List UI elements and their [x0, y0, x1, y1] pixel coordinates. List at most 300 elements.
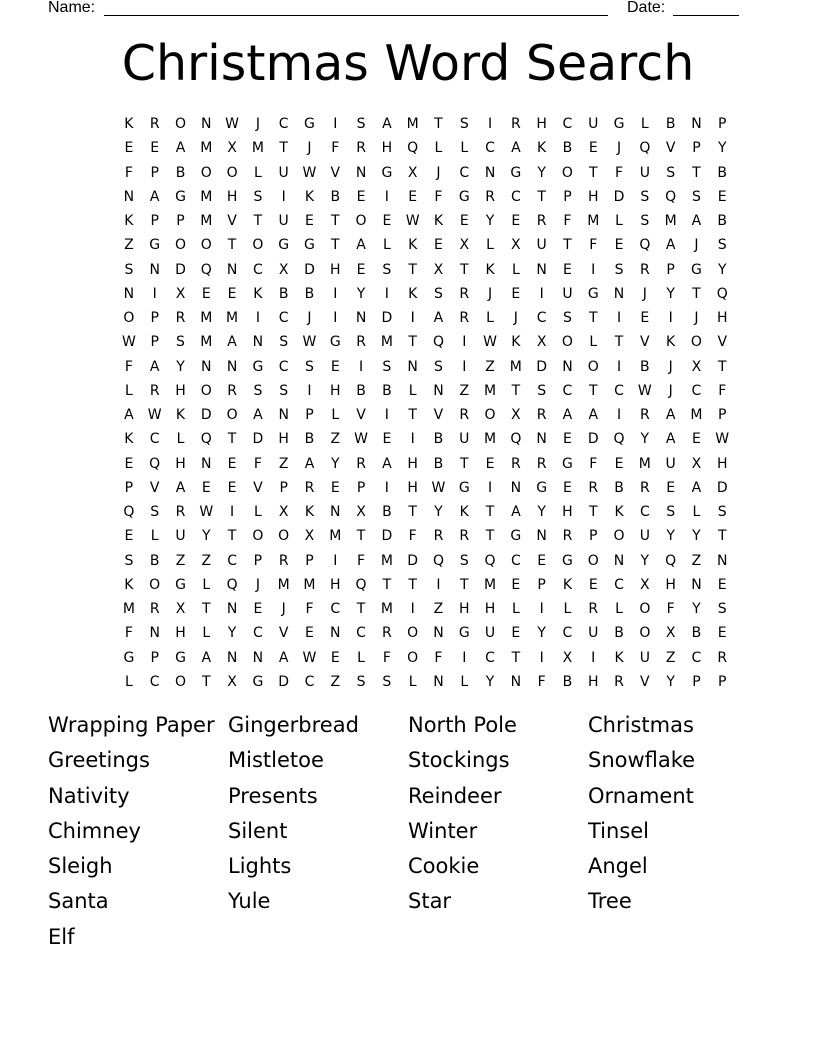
grid-letter[interactable]: S: [666, 504, 676, 520]
grid-letter[interactable]: M: [380, 601, 393, 617]
grid-letter[interactable]: R: [562, 528, 573, 545]
grid-letter[interactable]: L: [486, 237, 494, 254]
grid-letter[interactable]: H: [562, 504, 573, 520]
grid-letter[interactable]: G: [458, 479, 470, 496]
grid-letter[interactable]: N: [278, 407, 289, 423]
grid-letter[interactable]: K: [408, 237, 418, 254]
grid-letter[interactable]: N: [536, 528, 547, 545]
grid-letter[interactable]: C: [562, 116, 573, 132]
grid-letter[interactable]: N: [201, 116, 212, 132]
grid-letter[interactable]: J: [642, 285, 647, 302]
grid-letter[interactable]: A: [278, 649, 289, 666]
grid-letter[interactable]: X: [278, 261, 289, 278]
grid-letter[interactable]: U: [639, 649, 650, 666]
grid-letter[interactable]: Y: [356, 285, 366, 302]
grid-letter[interactable]: F: [434, 188, 443, 205]
grid-letter[interactable]: Y: [485, 673, 495, 690]
grid-letter[interactable]: E: [382, 213, 392, 229]
grid-letter[interactable]: E: [459, 213, 469, 229]
grid-letter[interactable]: G: [458, 625, 470, 642]
grid-letter[interactable]: V: [640, 334, 650, 351]
grid-letter[interactable]: A: [149, 188, 160, 205]
grid-letter[interactable]: K: [459, 504, 469, 520]
grid-letter[interactable]: C: [459, 164, 470, 181]
grid-letter[interactable]: M: [587, 213, 600, 229]
grid-letter[interactable]: K: [485, 261, 495, 278]
grid-letter[interactable]: H: [716, 310, 728, 326]
grid-letter[interactable]: Y: [537, 625, 546, 642]
grid-letter[interactable]: A: [175, 140, 186, 157]
grid-letter[interactable]: I: [384, 479, 389, 496]
grid-letter[interactable]: N: [433, 673, 444, 690]
grid-letter[interactable]: G: [329, 334, 341, 351]
grid-letter[interactable]: Y: [666, 673, 675, 690]
grid-letter[interactable]: T: [227, 237, 237, 254]
grid-letter[interactable]: F: [357, 552, 366, 569]
grid-letter[interactable]: P: [279, 479, 288, 496]
grid-letter[interactable]: M: [406, 116, 419, 132]
grid-letter[interactable]: R: [433, 528, 444, 545]
grid-letter[interactable]: Q: [665, 188, 677, 205]
grid-letter[interactable]: T: [408, 261, 417, 278]
grid-letter[interactable]: X: [536, 334, 547, 351]
grid-letter[interactable]: I: [384, 407, 389, 423]
grid-letter[interactable]: E: [330, 649, 340, 666]
grid-letter[interactable]: T: [588, 504, 598, 520]
grid-letter[interactable]: U: [278, 164, 289, 181]
grid-letter[interactable]: C: [614, 576, 624, 593]
grid-letter[interactable]: N: [355, 164, 367, 181]
grid-letter[interactable]: R: [459, 407, 470, 423]
grid-letter[interactable]: T: [408, 334, 417, 351]
grid-letter[interactable]: Z: [691, 552, 702, 569]
grid-letter[interactable]: F: [124, 164, 133, 181]
grid-letter[interactable]: O: [613, 528, 625, 545]
grid-letter[interactable]: W: [121, 334, 136, 351]
grid-letter[interactable]: I: [410, 601, 415, 617]
grid-letter[interactable]: N: [226, 261, 238, 278]
grid-letter[interactable]: X: [640, 576, 650, 593]
grid-letter[interactable]: P: [253, 552, 263, 569]
grid-letter[interactable]: J: [668, 382, 673, 399]
grid-letter[interactable]: K: [666, 334, 676, 351]
grid-letter[interactable]: C: [614, 382, 624, 399]
grid-letter[interactable]: P: [692, 673, 701, 690]
grid-letter[interactable]: B: [717, 164, 728, 181]
grid-letter[interactable]: E: [588, 576, 598, 593]
grid-letter[interactable]: A: [665, 407, 676, 423]
grid-letter[interactable]: R: [356, 455, 366, 472]
grid-letter[interactable]: P: [563, 188, 572, 205]
grid-letter[interactable]: K: [124, 213, 134, 229]
grid-letter[interactable]: X: [433, 261, 444, 278]
grid-letter[interactable]: T: [382, 576, 392, 593]
grid-letter[interactable]: S: [717, 504, 727, 520]
grid-letter[interactable]: N: [691, 116, 702, 132]
grid-letter[interactable]: R: [510, 116, 521, 132]
grid-letter[interactable]: C: [356, 625, 366, 642]
grid-letter[interactable]: V: [665, 140, 676, 157]
grid-letter[interactable]: S: [176, 334, 185, 351]
grid-letter[interactable]: C: [278, 358, 289, 375]
grid-letter[interactable]: V: [640, 673, 650, 690]
grid-letter[interactable]: A: [511, 504, 521, 520]
grid-letter[interactable]: Y: [640, 552, 650, 569]
grid-letter[interactable]: N: [613, 285, 625, 302]
grid-letter[interactable]: L: [692, 504, 701, 520]
grid-letter[interactable]: B: [382, 504, 392, 520]
grid-letter[interactable]: B: [640, 358, 650, 375]
grid-letter[interactable]: M: [303, 576, 316, 593]
grid-letter[interactable]: Q: [200, 261, 212, 278]
grid-letter[interactable]: L: [124, 382, 133, 399]
grid-letter[interactable]: O: [561, 164, 573, 181]
grid-letter[interactable]: K: [511, 334, 521, 351]
grid-letter[interactable]: D: [407, 552, 419, 569]
grid-letter[interactable]: S: [434, 358, 443, 375]
grid-letter[interactable]: G: [562, 455, 573, 472]
grid-letter[interactable]: F: [666, 601, 675, 617]
grid-letter[interactable]: F: [124, 358, 133, 375]
grid-letter[interactable]: P: [124, 479, 134, 496]
grid-letter[interactable]: D: [278, 673, 290, 690]
grid-letter[interactable]: L: [357, 649, 365, 666]
grid-letter[interactable]: R: [149, 601, 160, 617]
grid-letter[interactable]: D: [536, 358, 548, 375]
grid-letter[interactable]: V: [149, 479, 160, 496]
grid-letter[interactable]: B: [433, 455, 444, 472]
grid-letter[interactable]: W: [483, 334, 497, 351]
grid-letter[interactable]: X: [691, 455, 702, 472]
grid-letter[interactable]: U: [665, 455, 676, 472]
grid-letter[interactable]: V: [433, 407, 444, 423]
grid-letter[interactable]: N: [355, 310, 367, 326]
grid-letter[interactable]: O: [226, 407, 238, 423]
grid-letter[interactable]: T: [330, 213, 340, 229]
grid-letter[interactable]: L: [150, 528, 159, 545]
grid-letter[interactable]: E: [201, 285, 211, 302]
grid-letter[interactable]: A: [124, 407, 134, 423]
grid-letter[interactable]: B: [665, 116, 676, 132]
grid-letter[interactable]: Z: [201, 552, 212, 569]
grid-letter[interactable]: A: [382, 116, 392, 132]
grid-letter[interactable]: S: [459, 116, 469, 132]
grid-letter[interactable]: X: [511, 237, 521, 254]
grid-letter[interactable]: S: [717, 237, 727, 254]
grid-letter[interactable]: J: [513, 310, 518, 326]
grid-letter[interactable]: U: [484, 625, 496, 642]
grid-letter[interactable]: C: [691, 382, 702, 399]
grid-letter[interactable]: S: [382, 261, 392, 278]
grid-letter[interactable]: N: [562, 358, 573, 375]
grid-letter[interactable]: T: [227, 528, 237, 545]
grid-letter[interactable]: P: [718, 407, 727, 423]
grid-letter[interactable]: X: [278, 504, 289, 520]
grid-letter[interactable]: T: [459, 261, 469, 278]
grid-letter[interactable]: K: [537, 140, 547, 157]
grid-letter[interactable]: B: [175, 164, 186, 181]
grid-letter[interactable]: Y: [330, 455, 340, 472]
grid-letter[interactable]: O: [587, 552, 599, 569]
grid-letter[interactable]: E: [563, 261, 572, 278]
grid-letter[interactable]: Q: [665, 552, 677, 569]
grid-letter[interactable]: F: [305, 601, 314, 617]
grid-letter[interactable]: O: [278, 528, 290, 545]
grid-letter[interactable]: P: [150, 310, 159, 326]
grid-letter[interactable]: O: [484, 407, 496, 423]
grid-letter[interactable]: O: [561, 334, 573, 351]
grid-letter[interactable]: O: [407, 649, 419, 666]
grid-letter[interactable]: U: [588, 116, 599, 132]
grid-letter[interactable]: P: [150, 649, 159, 666]
grid-letter[interactable]: I: [410, 310, 415, 326]
grid-letter[interactable]: S: [279, 382, 289, 399]
grid-letter[interactable]: M: [200, 188, 213, 205]
grid-letter[interactable]: E: [614, 455, 624, 472]
grid-letter[interactable]: Y: [227, 625, 237, 642]
grid-letter[interactable]: T: [588, 164, 598, 181]
grid-letter[interactable]: I: [591, 649, 596, 666]
grid-letter[interactable]: T: [485, 528, 495, 545]
grid-letter[interactable]: Y: [537, 164, 546, 181]
grid-letter[interactable]: M: [226, 310, 239, 326]
grid-letter[interactable]: T: [511, 382, 521, 399]
grid-letter[interactable]: R: [717, 649, 728, 666]
grid-letter[interactable]: E: [150, 140, 160, 157]
grid-letter[interactable]: T: [434, 116, 443, 132]
grid-letter[interactable]: G: [613, 116, 625, 132]
grid-letter[interactable]: J: [694, 237, 699, 254]
grid-letter[interactable]: Q: [355, 576, 367, 593]
grid-letter[interactable]: H: [407, 479, 418, 496]
grid-letter[interactable]: T: [717, 358, 727, 375]
grid-letter[interactable]: R: [149, 116, 160, 132]
grid-letter[interactable]: R: [536, 407, 547, 423]
grid-letter[interactable]: Y: [666, 528, 675, 545]
grid-letter[interactable]: Z: [665, 649, 676, 666]
grid-letter[interactable]: R: [304, 479, 315, 496]
grid-letter[interactable]: U: [459, 431, 470, 448]
grid-letter[interactable]: M: [484, 576, 497, 593]
grid-letter[interactable]: C: [278, 116, 289, 132]
grid-letter[interactable]: A: [691, 479, 702, 496]
grid-letter[interactable]: A: [175, 479, 186, 496]
grid-letter[interactable]: P: [150, 334, 159, 351]
grid-letter[interactable]: E: [511, 285, 521, 302]
grid-letter[interactable]: L: [382, 237, 391, 254]
grid-letter[interactable]: I: [539, 649, 544, 666]
grid-letter[interactable]: H: [484, 601, 496, 617]
grid-letter[interactable]: N: [484, 164, 496, 181]
grid-letter[interactable]: B: [149, 552, 160, 569]
grid-letter[interactable]: C: [510, 188, 521, 205]
grid-letter[interactable]: M: [690, 407, 703, 423]
grid-letter[interactable]: K: [304, 504, 315, 520]
grid-letter[interactable]: R: [588, 601, 599, 617]
grid-letter[interactable]: G: [510, 528, 522, 545]
date-field-line[interactable]: [673, 15, 739, 16]
grid-letter[interactable]: S: [691, 188, 701, 205]
grid-letter[interactable]: N: [201, 455, 212, 472]
grid-letter[interactable]: N: [252, 649, 264, 666]
grid-letter[interactable]: Q: [123, 504, 135, 520]
grid-letter[interactable]: G: [278, 237, 290, 254]
grid-letter[interactable]: A: [562, 407, 573, 423]
grid-letter[interactable]: X: [511, 407, 521, 423]
grid-letter[interactable]: X: [407, 164, 418, 181]
grid-letter[interactable]: O: [355, 213, 367, 229]
grid-letter[interactable]: T: [202, 601, 211, 617]
grid-letter[interactable]: K: [124, 116, 134, 132]
grid-letter[interactable]: M: [122, 601, 135, 617]
grid-letter[interactable]: B: [382, 382, 392, 399]
grid-letter[interactable]: A: [665, 431, 676, 448]
grid-letter[interactable]: K: [304, 188, 315, 205]
grid-letter[interactable]: L: [253, 504, 262, 520]
grid-letter[interactable]: J: [307, 140, 312, 157]
grid-letter[interactable]: F: [589, 237, 598, 254]
grid-letter[interactable]: S: [459, 552, 469, 569]
grid-letter[interactable]: M: [251, 140, 264, 157]
grid-letter[interactable]: D: [175, 261, 186, 278]
grid-letter[interactable]: P: [150, 213, 159, 229]
grid-letter[interactable]: E: [356, 188, 366, 205]
grid-letter[interactable]: E: [537, 552, 547, 569]
grid-letter[interactable]: E: [124, 528, 134, 545]
grid-letter[interactable]: R: [459, 285, 470, 302]
grid-letter[interactable]: H: [330, 576, 341, 593]
grid-letter[interactable]: H: [458, 601, 470, 617]
grid-letter[interactable]: E: [692, 431, 701, 448]
grid-letter[interactable]: X: [356, 504, 366, 520]
grid-letter[interactable]: E: [588, 140, 598, 157]
grid-letter[interactable]: P: [305, 552, 314, 569]
grid-letter[interactable]: E: [227, 285, 237, 302]
grid-letter[interactable]: L: [460, 673, 469, 690]
grid-letter[interactable]: N: [536, 261, 547, 278]
grid-letter[interactable]: I: [539, 601, 544, 617]
grid-letter[interactable]: R: [227, 382, 237, 399]
grid-letter[interactable]: Y: [717, 140, 727, 157]
grid-letter[interactable]: H: [381, 140, 393, 157]
grid-letter[interactable]: T: [692, 164, 701, 181]
grid-letter[interactable]: O: [252, 237, 264, 254]
grid-letter[interactable]: O: [174, 237, 186, 254]
grid-letter[interactable]: L: [486, 310, 494, 326]
grid-letter[interactable]: N: [226, 601, 238, 617]
grid-letter[interactable]: N: [536, 431, 547, 448]
grid-letter[interactable]: Q: [716, 285, 728, 302]
grid-letter[interactable]: I: [462, 358, 467, 375]
grid-letter[interactable]: H: [536, 116, 547, 132]
grid-letter[interactable]: K: [433, 213, 444, 229]
grid-letter[interactable]: X: [175, 601, 186, 617]
grid-letter[interactable]: G: [252, 358, 264, 375]
grid-letter[interactable]: N: [433, 625, 444, 642]
grid-letter[interactable]: O: [639, 601, 651, 617]
grid-letter[interactable]: W: [354, 431, 368, 448]
grid-letter[interactable]: E: [666, 479, 676, 496]
grid-letter[interactable]: I: [384, 285, 389, 302]
grid-letter[interactable]: V: [253, 479, 263, 496]
grid-letter[interactable]: N: [226, 358, 238, 375]
grid-letter[interactable]: E: [408, 188, 418, 205]
grid-letter[interactable]: T: [356, 601, 366, 617]
grid-letter[interactable]: H: [330, 261, 341, 278]
grid-letter[interactable]: Z: [175, 552, 186, 569]
grid-letter[interactable]: N: [433, 382, 444, 399]
grid-letter[interactable]: R: [536, 455, 547, 472]
grid-letter[interactable]: Z: [278, 455, 289, 472]
grid-letter[interactable]: I: [333, 116, 338, 132]
grid-letter[interactable]: U: [175, 528, 186, 545]
grid-letter[interactable]: V: [227, 213, 237, 229]
grid-letter[interactable]: Y: [640, 431, 650, 448]
grid-letter[interactable]: P: [176, 213, 185, 229]
grid-letter[interactable]: I: [359, 358, 364, 375]
grid-letter[interactable]: H: [587, 188, 599, 205]
grid-letter[interactable]: B: [562, 673, 573, 690]
grid-letter[interactable]: G: [149, 237, 161, 254]
grid-letter[interactable]: L: [176, 431, 185, 448]
grid-letter[interactable]: F: [563, 213, 572, 229]
grid-letter[interactable]: S: [305, 358, 314, 375]
grid-letter[interactable]: M: [664, 213, 677, 229]
grid-letter[interactable]: O: [690, 334, 702, 351]
grid-letter[interactable]: K: [175, 407, 186, 423]
grid-letter[interactable]: K: [408, 285, 418, 302]
grid-letter[interactable]: R: [614, 673, 624, 690]
grid-letter[interactable]: L: [124, 673, 133, 690]
grid-letter[interactable]: N: [252, 334, 264, 351]
grid-letter[interactable]: H: [330, 382, 341, 399]
grid-letter[interactable]: V: [278, 625, 289, 642]
grid-letter[interactable]: E: [201, 479, 211, 496]
grid-letter[interactable]: U: [536, 237, 547, 254]
grid-letter[interactable]: Z: [433, 601, 444, 617]
grid-letter[interactable]: B: [356, 382, 366, 399]
grid-letter[interactable]: S: [614, 261, 624, 278]
grid-letter[interactable]: G: [458, 188, 470, 205]
grid-letter[interactable]: F: [408, 528, 417, 545]
grid-letter[interactable]: I: [539, 285, 544, 302]
grid-letter[interactable]: R: [510, 455, 521, 472]
grid-letter[interactable]: C: [278, 310, 289, 326]
grid-letter[interactable]: R: [175, 310, 186, 326]
grid-letter[interactable]: S: [563, 310, 572, 326]
grid-letter[interactable]: E: [717, 625, 727, 642]
grid-letter[interactable]: W: [147, 407, 162, 423]
grid-letter[interactable]: D: [381, 528, 393, 545]
grid-letter[interactable]: E: [563, 431, 572, 448]
grid-letter[interactable]: T: [614, 334, 624, 351]
grid-letter[interactable]: M: [509, 358, 522, 375]
grid-letter[interactable]: N: [510, 673, 522, 690]
grid-letter[interactable]: S: [640, 213, 650, 229]
grid-letter[interactable]: N: [407, 358, 418, 375]
grid-letter[interactable]: F: [615, 164, 624, 181]
grid-letter[interactable]: E: [563, 479, 572, 496]
grid-letter[interactable]: Q: [200, 431, 212, 448]
grid-letter[interactable]: F: [253, 455, 262, 472]
grid-letter[interactable]: G: [691, 261, 702, 278]
grid-letter[interactable]: K: [614, 649, 624, 666]
grid-letter[interactable]: S: [124, 552, 134, 569]
grid-letter[interactable]: K: [124, 576, 134, 593]
grid-letter[interactable]: I: [230, 504, 235, 520]
grid-letter[interactable]: R: [639, 479, 650, 496]
grid-letter[interactable]: L: [563, 601, 572, 617]
